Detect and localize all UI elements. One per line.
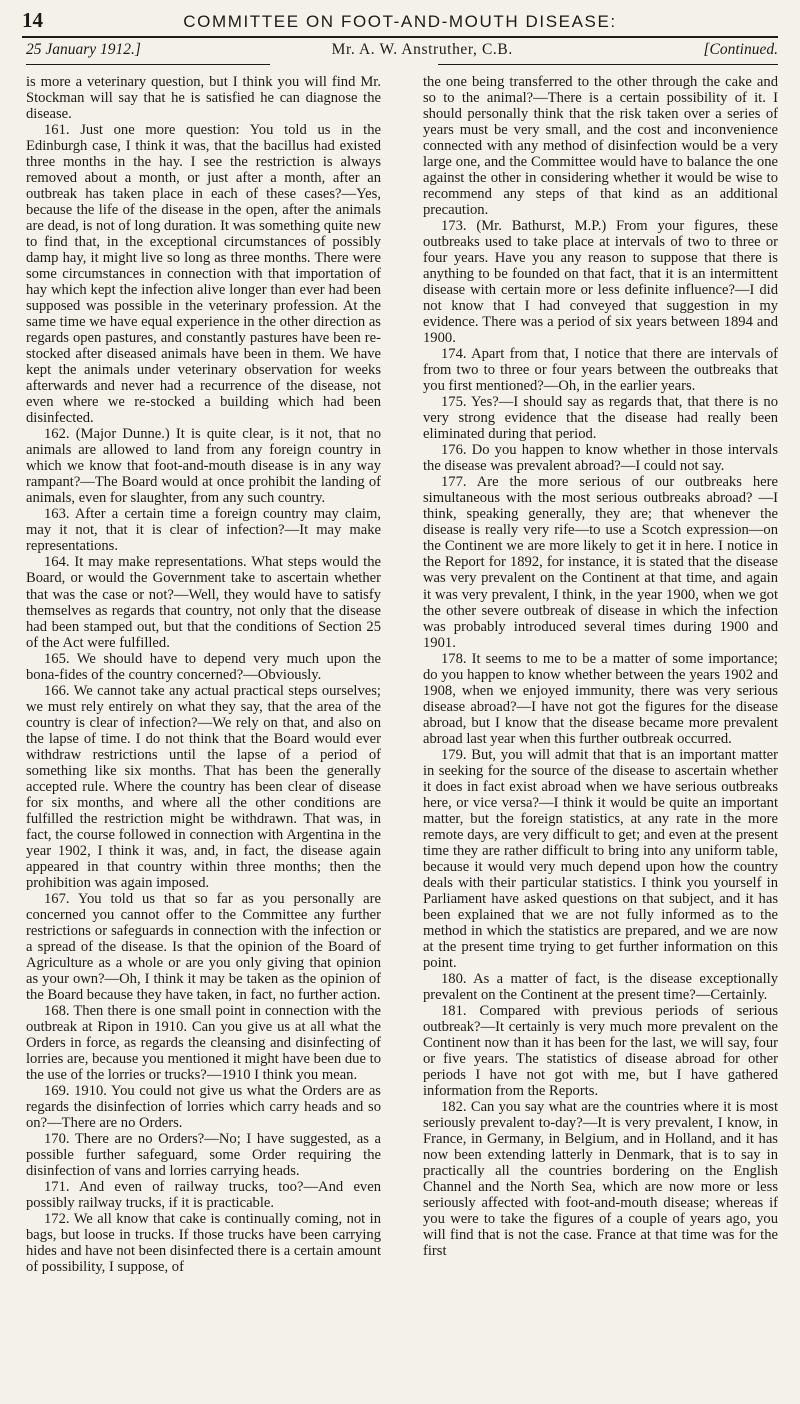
paragraph: is more a veterinary question, but I think you will find Mr. Stockman will say that he is satisfied he can diagnose the disease. xyxy=(26,74,381,123)
paragraph: 170. There are no Orders?—No; I have suggested, as a possible further safeguard, some Order requiring the disinfection of vans and lorries carrying heads. xyxy=(26,1131,381,1180)
paragraph: 171. And even of railway trucks, too?—And even possibly railway trucks, if it is practicable. xyxy=(26,1179,381,1212)
left-column xyxy=(26,74,381,1275)
continued-label: [Continued. xyxy=(703,41,778,58)
subline-rule-left xyxy=(26,64,270,65)
paragraph: 162. (Major Dunne.) It is quite clear, is it not, that no animals are allowed to land from any foreign country in which we know that foot-and-mouth disease is in any way rampant?—The Board would at once prohibit the landing of animals, even for slaughter, from any such country. xyxy=(26,426,381,507)
paragraph: 169. 1910. You could not give us what the Orders are as regards the disinfection of lorries which carry heads and so on?—There are no Orders. xyxy=(26,1082,381,1132)
paragraph: 164. It may make representations. What steps would the Board, or would the Government take to ascertain whether that was the case or not?—Well, they would have to satisfy themselves as regards that country, not only that the disease had been stamped out, but that the conditions of Section 25 of the Act were fulfilled. xyxy=(26,554,381,651)
paragraph: 172. We all know that cake is continually coming, not in bags, but loose in trucks. If those trucks have been carrying hides and have not been disinfected there is a certain amount of possibility, I suppose, of xyxy=(26,1211,381,1276)
paragraph: 182. Can you say what are the countries where it is most seriously prevalent to-day?—It is very prevalent, I know, in France, in Germany, in Belgium, and in Holland, and it has now been extending latterly in Denmark, that is to say in practically all the countries bordering on the English Channel and the North Sea, which are now more or less seriously affected with foot-and-mouth disease; whereas if you were to take the figures of a couple of years ago, you will find that is not the case. France at that time was for the first xyxy=(423,1099,778,1260)
paragraph: 173. (Mr. Bathurst, M.P.) From your figures, these outbreaks used to take place at intervals of two to three or four years. Have you any reason to suppose that there is anything to be founded on that fact, that it is an intermittent disease with certain more or less definite influence?—I did not know that I had conveyed that suggestion in my evidence. There was a period of six years between 1894 and 1900. xyxy=(423,218,778,347)
page-header xyxy=(22,8,778,34)
paragraph: 174. Apart from that, I notice that there are intervals of from two to three or four years between the outbreaks that you first mentioned?—Oh, in the earlier years. xyxy=(423,346,778,395)
paragraph: 176. Do you happen to know whether in those intervals the disease was prevalent abroad?—I could not say. xyxy=(423,442,778,475)
paragraph: 167. You told us that so far as you personally are concerned you cannot offer to the Committee any further restrictions or safeguards in connection with the infection or a spread of the disease. Is that the opinion of the Board of Agriculture as a whole or are you only giving that opinion as your own?—Oh, I think it may be taken as the opinion of the Board because they have taken, in fact, no further action. xyxy=(26,890,381,1003)
running-title: COMMITTEE ON FOOT-AND-MOUTH DISEASE: xyxy=(183,12,617,31)
paragraph: 168. Then there is one small point in connection with the outbreak at Ripon in 1910. Can you give us at all what the Orders in force, as regards the cleansing and disinfecting of lorries are, because you mentioned it might have been due to the use of the lorries or trucks?—1910 I think you mean. xyxy=(26,1002,381,1083)
paragraph: 175. Yes?—I should say as regards that, that there is no very strong evidence that the disease had really been eliminated during that period. xyxy=(423,394,778,443)
paragraph: 179. But, you will admit that that is an important matter in seeking for the source of the disease to ascertain whether it does in fact exist abroad when we have serious outbreaks here, or vice versa?—I think it would be quite an important matter, but the foreign statistics, at any rate in the more remote days, are very difficult to get; and even at the present time they are rather difficult to bring into any uniform table, because it would very much depend upon how the country deals with their particular statistics. I think you yourself in Parliament have asked questions on that subject, and it has been explained that we are not fully informed as to the method in which the statistics are prepared, and we are now at the present time trying to get further information on this point. xyxy=(423,746,778,971)
paragraph: 178. It seems to me to be a matter of some importance; do you happen to know whether between the years 1902 and 1908, when we enjoyed immunity, there was very serious disease abroad?—I have not got the figures for the disease abroad, but I know that the disease became more prevalent abroad last year when this further outbreak occurred. xyxy=(423,650,778,747)
paragraph: 163. After a certain time a foreign country may claim, may it not, that it is clear of infection?—It may make representations. xyxy=(26,506,381,555)
header-subline xyxy=(26,41,778,59)
paragraph: the one being transferred to the other through the cake and so to the animal?—There is a certain possibility of it. I should personally think that the risk taken over a series of years must be very small, and the cost and inconvenience connected with any method of disinfection would be a very large one, and the Committee would have to balance the one against the other in considering whether it would be wise to recommend any steps of that kind as an additional precaution. xyxy=(423,74,778,219)
witness-name: Mr. A. W. Anstruther, C.B. xyxy=(331,41,513,58)
paragraph: 166. We cannot take any actual practical steps ourselves; we must rely entirely on what they say, that the area of the country is clear of infection?—We rely on that, and also on the lapse of time. I do not think that the Board would ever withdraw restrictions until the lapse of a period of something like six months. That has been the generally accepted rule. Where the country has been clear of disease for six months, and where all the other conditions are fulfilled the restriction might be withdrawn. That was, in fact, the course followed in connection with Argentina in the year 1902, I think it was, and, in fact, the disease again appeared in that country within three months; then the prohibition was again imposed. xyxy=(26,682,381,891)
header-rule xyxy=(22,36,778,38)
paragraph: 165. We should have to depend very much upon the bona-fides of the country concerned?—Obviously. xyxy=(26,650,381,683)
paragraph: 161. Just one more question: You told us in the Edinburgh case, I think it was, that the bacillus had existed three months in the hay. I see the restriction is always removed about a month, or just after a month, after an outbreak has taken place in each of these cases?—Yes, because the life of the disease in the open, after the animals are dead, is not of long duration. It was something quite new to find that, in the exceptional circumstances of possibly damp hay, it might live so long as three months. There were some circumstances in connection with that importation of hay which kept the infection alive longer than ever had been supposed was possible in the veterinary profession. At the same time we have equal experience in the other direction as regards open pastures, and constantly pastures have been re-stocked after diseased animals have been in them. We have kept the animals under veterinary observation for weeks afterwards and never had a recurrence of the disease, not even where we re-stocked a building which had been disinfected. xyxy=(26,122,381,427)
evidence-date: 25 January 1912.] xyxy=(26,41,141,58)
paragraph: 180. As a matter of fact, is the disease exceptionally prevalent on the Continent at the present time?—Certainly. xyxy=(423,970,778,1003)
subline-rule-right xyxy=(438,64,778,65)
right-column xyxy=(423,74,778,1259)
page-number: 14 xyxy=(22,8,43,32)
paragraph: 177. Are the more serious of our outbreaks here simultaneous with the most serious outbreaks abroad? —I think, speaking generally, they are; that whenever the disease is really very rife—to use a Scotch expression—on the Continent we are more likely to get it in here. I notice in the Report for 1892, for instance, it is stated that the disease was very prevalent on the Continent at that time, and again it was very prevalent, I think, in the year 1900, when we got the other severe outbreak of disease in which the infection was probably introduced several times during 1900 and 1901. xyxy=(423,474,778,651)
paragraph: 181. Compared with previous periods of serious outbreak?—It certainly is very much more prevalent on the Continent now than it has been for the last, we will say, four or five years. The statistics of disease abroad for other periods I have not got with me, but I have gathered information from the Reports. xyxy=(423,1002,778,1099)
